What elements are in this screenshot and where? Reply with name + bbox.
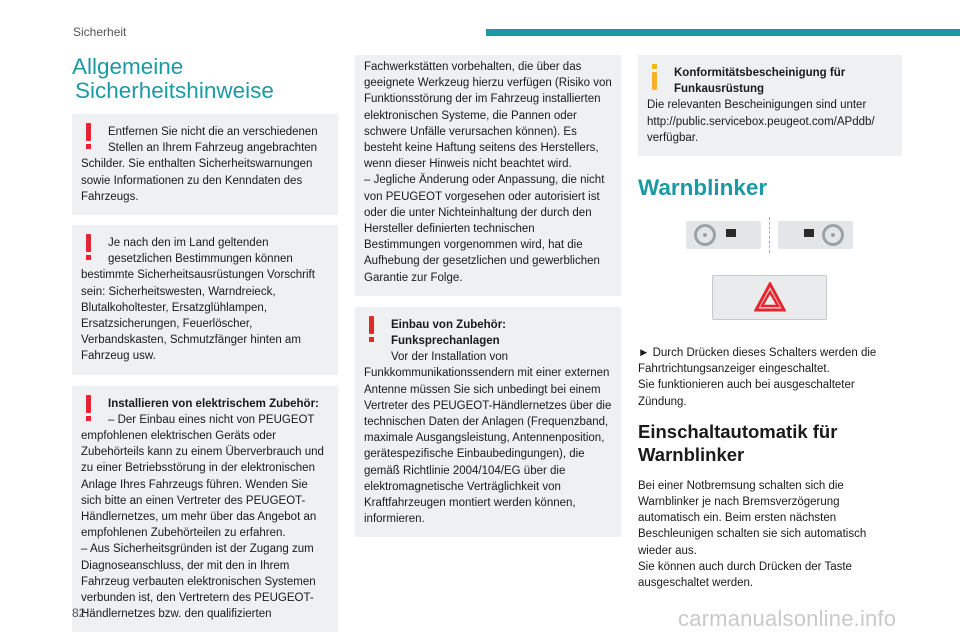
- box2-lead: Je nach den im Land geltenden gesetzlichen Bestimmungen können: [108, 237, 293, 266]
- box3-lead: – Der Einbau eines nicht von PEUGEOT: [108, 413, 315, 426]
- info-icon: [650, 64, 660, 92]
- auto-text-1: Bei einer Notbremsung schalten sich die Warnblinker je nach Bremsverzögerung automatisch ein. Beim ersten nächsten Beschleunigen schalten sie sich automatisch wieder aus.: [638, 479, 867, 557]
- hazard-text-1: ► Durch Drücken dieses Schalters werden die Fahrtrichtungsanzeiger eingeschaltet.: [638, 347, 877, 376]
- page-number: 82: [72, 606, 86, 620]
- hazard-triangle-icon: [754, 282, 786, 312]
- warning-box-electrical-accessories: [72, 386, 338, 633]
- box5-lead: Vor der Installation von: [391, 351, 508, 364]
- box1-lead: Entfernen Sie nicht die an verschiedenen Stellen an Ihrem Fahrzeug angebrachten: [108, 126, 318, 155]
- hazard-description: [638, 345, 902, 410]
- column-middle: [355, 55, 621, 537]
- hazard-switch-illustration: [638, 215, 902, 319]
- info-text: Die relevanten Bescheinigungen sind unter http://public.servicebox.peugeot.com/APddb/ verfügbar.: [647, 99, 875, 144]
- hazard-text-2: Sie funktionieren auch bei ausgeschalteter Zündung.: [638, 379, 855, 408]
- warning-exclamation-icon: [84, 123, 94, 151]
- column-left: [72, 55, 338, 632]
- warning-box-equipment: [72, 225, 338, 375]
- section-label: Sicherheit: [73, 25, 127, 39]
- box4-text-2: – Jegliche Änderung oder Anpassung, die nicht von PEUGEOT vorgesehen oder autorisiert ist oder die unter Nichteinhaltung der durch den Hersteller definierten technischen Bestimmungen vorgenommen wird, hat die Aufhebung der gesetzlichen und gewerblichen Garantie zur Folge.: [364, 174, 605, 284]
- switch-location-icon: [726, 229, 736, 237]
- auto-text-2: Sie können auch durch Drücken der Taste ausgeschaltet werden.: [638, 560, 852, 590]
- info-box-conformity: [638, 55, 902, 156]
- steering-wheel-icon: [694, 224, 716, 246]
- warning-box-continued: [355, 55, 621, 296]
- switch-location-icon: [804, 229, 814, 237]
- rhd-dashboard-graphic: [778, 221, 853, 249]
- watermark: carmanualsonline.info: [678, 606, 897, 631]
- divider-line: [769, 217, 770, 253]
- auto-hazard-description: [638, 478, 902, 591]
- warning-box-radio-accessories: [355, 307, 621, 538]
- general-safety-title: [72, 55, 338, 103]
- lhd-dashboard-graphic: [686, 221, 761, 249]
- title-line-1: Allgemeine: [72, 54, 184, 79]
- box5-text: Funkkommunikationssendern mit einer externen Antenne müssen Sie sich unbedingt bei einem Vertreter des PEUGEOT-Händlernetzes über die technischen Daten der Anlagen (Frequenzband, maximale Ausgangsleistung, Antennenposition, gerätespezifische Einbaubedingungen), die gemäß Richtlinie 2004/104/EG über die elektromagnetische Verträglichkeit von Kraftfahrzeugen montiert werden können, informieren.: [364, 367, 612, 526]
- auto-hazard-title: Einschaltautomatik für Warnblinker: [638, 420, 838, 465]
- header-accent-bar: [486, 29, 960, 36]
- title-line-2: Sicherheitshinweise: [75, 78, 274, 103]
- box5-heading: Einbau von Zubehör: Funksprechanlagen: [391, 318, 506, 348]
- warning-exclamation-icon: [84, 395, 94, 423]
- column-right: [638, 55, 902, 591]
- info-heading: Konformitätsbescheinigung für Funkausrüstung: [674, 67, 846, 96]
- steering-wheel-icon: [822, 224, 844, 246]
- box1-text: Schilder. Sie enthalten Sicherheitswarnungen sowie Informationen zu den Kenndaten des Fahrzeugs.: [81, 158, 313, 203]
- warning-exclamation-icon: [367, 316, 377, 344]
- warning-box-labels: [72, 114, 338, 215]
- box3-text-2: – Aus Sicherheitsgründen ist der Zugang zum Diagnoseanschluss, der mit den in Ihrem Fahrzeug verbauten elektronischen Systemen verbunden ist, den Vertretern des PEUGEOT-Händlernetzes bzw. den qualifizierten: [81, 543, 316, 621]
- hazard-button-graphic: [712, 275, 827, 320]
- box4-text-1: Fachwerkstätten vorbehalten, die über das geeignete Werkzeug hierzu verfügen (Risiko von Funktionsstörung der im Fahrzeug installierten elektronischen Systeme, die Pannen oder schwere Unfälle verursachen können). Es besteht keine Haftung seitens des Herstellers, wenn dieser Hinweis nicht beachtet wird.: [364, 61, 612, 171]
- warning-exclamation-icon: [84, 234, 94, 262]
- box2-text: bestimmte Sicherheitsausrüstungen Vorschrift sein: Sicherheitswesten, Warndreieck, Blutalkoholtester, Ersatzglühlampen, Ersatzsicherungen, Feuerlöscher, Verbandskasten, Schmutzfänger hinten am Fahrzeug usw.: [81, 269, 315, 363]
- box3-text-1: empfohlenen elektrischen Geräts oder Zubehörteils kann zu einem Überverbrauch und zu einer Betriebsstörung in der elektronischen Anlage Ihres Fahrzeugs führen. Wenden Sie sich bitte an einen Vertreter des PEUGEOT-Händlernetzes, um mehr über das Angebot an empfohlenen Zubehörteilen zu erfahren.: [81, 430, 324, 540]
- hazard-lights-title: Warnblinker: [638, 175, 768, 201]
- box3-heading: Installieren von elektrischem Zubehör:: [108, 397, 319, 410]
